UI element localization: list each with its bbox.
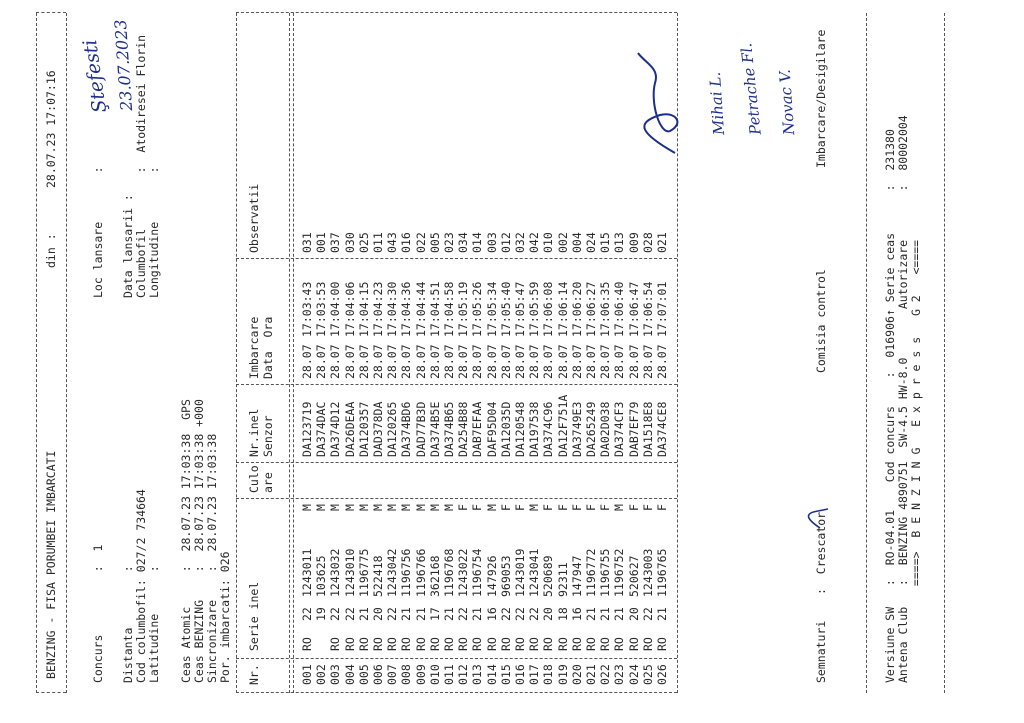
- cell-tara: RO: [413, 637, 428, 651]
- cell-an: 21: [598, 607, 613, 621]
- footer-line-3: ====> B E N Z I N G E x p r e s s G 2 <====: [909, 239, 923, 683]
- cell-inel: 1196768: [442, 548, 456, 597]
- cell-senzor: DA02D038: [598, 401, 613, 457]
- cell-senzor: DA374B5E: [427, 401, 442, 457]
- cell-data: 28.07: [569, 344, 584, 379]
- cell-an: 20: [626, 607, 641, 621]
- cell-an: 21: [356, 607, 371, 621]
- cell-sex: F: [626, 504, 641, 511]
- cell-sex: M: [442, 504, 456, 511]
- cell-sex: F: [655, 504, 669, 511]
- cell-tara: RO: [640, 637, 655, 651]
- semnaturi-label: Semnaturi: [814, 620, 828, 683]
- cell-sex: F: [513, 504, 527, 511]
- cell-obs: 034: [456, 232, 471, 253]
- cell-nr: 026: [655, 664, 669, 685]
- cell-inel: 147926: [484, 555, 499, 597]
- cell-tara: RO: [328, 637, 343, 651]
- cell-obs: 030: [342, 232, 357, 253]
- cell-sex: M: [612, 504, 627, 511]
- header-imbarcare-1: Imbarcare: [247, 316, 261, 379]
- ceas-benzing-line: Ceas BENZING : 28.07.23 17:03:38 +000: [192, 399, 206, 683]
- cell-obs: 005: [427, 232, 442, 253]
- cell-data: 28.07: [470, 344, 485, 379]
- cell-data: 28.07: [342, 344, 357, 379]
- cell-data: 28.07: [300, 344, 314, 379]
- cell-ora: 17:04:51: [427, 281, 442, 337]
- cell-an: 22: [513, 607, 527, 621]
- cell-nr: 007: [385, 664, 400, 685]
- cell-obs: 003: [484, 232, 499, 253]
- latitudine-line: Latitudine :: [147, 565, 161, 683]
- cell-sex: F: [541, 504, 556, 511]
- cell-an: 21: [442, 607, 456, 621]
- cell-inel: 520689: [541, 555, 556, 597]
- header-culoare-1: Culo: [247, 465, 261, 493]
- cell-inel: 1243032: [328, 548, 343, 597]
- cell-obs: 001: [314, 232, 329, 253]
- cell-tara: RO: [342, 637, 357, 651]
- loc-lansare-line: Loc lansare :: [91, 166, 105, 298]
- cell-sex: M: [484, 504, 499, 511]
- cell-ora: 17:06:47: [626, 281, 641, 337]
- cell-obs: 010: [541, 232, 556, 253]
- cell-senzor: DA265249: [584, 401, 598, 457]
- cell-sex: M: [527, 504, 542, 511]
- cell-sex: M: [427, 504, 442, 511]
- cell-an: 16: [484, 607, 499, 621]
- cell-obs: 021: [655, 232, 669, 253]
- cell-ora: 17:07:01: [655, 281, 669, 337]
- header-nrinel-1: Nr.inel: [247, 408, 261, 457]
- cell-ora: 17:05:19: [456, 281, 471, 337]
- cell-senzor: DAD378DA: [371, 401, 385, 457]
- cell-nr: 014: [484, 664, 499, 685]
- cell-an: 22: [342, 607, 357, 621]
- cell-tara: RO: [427, 637, 442, 651]
- concurs-line: Concurs : 1: [91, 544, 105, 683]
- handwritten-name-2: Petrache Fl.: [737, 42, 765, 136]
- cell-tara: RO: [399, 637, 414, 651]
- cell-senzor: DA374D12: [328, 401, 343, 457]
- cell-obs: 025: [356, 232, 371, 253]
- cell-an: 22: [385, 607, 400, 621]
- cell-tara: RO: [569, 637, 584, 651]
- cell-obs: 014: [470, 232, 485, 253]
- cell-sex: M: [300, 504, 314, 511]
- cell-senzor: DA374CE8: [655, 401, 669, 457]
- columbofil-line: Columbofil : Atodiresei Florin: [134, 34, 148, 298]
- cell-senzor: DA120357: [356, 401, 371, 457]
- sincronizare-line: Sincronizare : 28.07.23 17:03:38: [205, 433, 219, 683]
- cell-nr: 024: [626, 664, 641, 685]
- handwritten-date: 23.07.2023: [110, 18, 137, 112]
- cell-sex: M: [328, 504, 343, 511]
- cell-data: 28.07: [498, 344, 513, 379]
- cell-tara: RO: [385, 637, 400, 651]
- cell-nr: 002: [314, 664, 329, 685]
- cell-inel: 520627: [626, 555, 641, 597]
- cell-tara: RO: [655, 637, 669, 651]
- cell-obs: 043: [385, 232, 400, 253]
- cell-an: 21: [612, 607, 627, 621]
- cell-nr: 016: [513, 664, 527, 685]
- cell-data: 28.07: [626, 344, 641, 379]
- cell-ora: 17:04:06: [342, 281, 357, 337]
- date-label: din :: [44, 233, 58, 268]
- cell-data: 28.07: [442, 344, 456, 379]
- cell-obs: 024: [584, 232, 598, 253]
- cell-an: 21: [470, 607, 485, 621]
- cell-an: 21: [655, 607, 669, 621]
- cell-nr: 004: [342, 664, 357, 685]
- cell-senzor: DA12035D: [498, 401, 513, 457]
- cell-inel: 1196755: [598, 548, 613, 597]
- cell-ora: 17:05:40: [498, 281, 513, 337]
- signature-mark: [630, 43, 690, 163]
- handwritten-name-3: Novac V.: [775, 68, 799, 136]
- cell-sex: F: [498, 504, 513, 511]
- cell-data: 28.07: [399, 344, 414, 379]
- cell-nr: 003: [328, 664, 343, 685]
- cell-obs: 015: [598, 232, 613, 253]
- cell-nr: 022: [598, 664, 613, 685]
- cell-obs: 004: [569, 232, 584, 253]
- cell-nr: 020: [569, 664, 584, 685]
- cell-obs: 013: [612, 232, 627, 253]
- cell-data: 28.07: [584, 344, 598, 379]
- cell-nr: 009: [413, 664, 428, 685]
- cell-obs: 016: [399, 232, 414, 253]
- cell-inel: 1196775: [356, 548, 371, 597]
- crescator-signature: [800, 493, 830, 533]
- cell-tara: RO: [584, 637, 598, 651]
- cell-sex: F: [470, 504, 485, 511]
- cell-obs: 042: [527, 232, 542, 253]
- cell-inel: 1243041: [527, 548, 542, 597]
- cell-inel: 92311: [555, 562, 570, 597]
- cell-tara: RO: [300, 637, 314, 651]
- cell-an: 22: [527, 607, 542, 621]
- imbarcare-desigilare-label: Imbarcare/Desigilare: [814, 29, 828, 168]
- cell-ora: 17:04:36: [399, 281, 414, 337]
- cell-inel: 1196756: [399, 548, 414, 597]
- cell-data: 28.07: [371, 344, 385, 379]
- cell-data: 28.07: [527, 344, 542, 379]
- cell-sex: F: [640, 504, 655, 511]
- cell-an: 21: [399, 607, 414, 621]
- cell-tara: RO: [612, 637, 627, 651]
- cell-senzor: DA123719: [300, 401, 314, 457]
- cell-inel: 1196752: [612, 548, 627, 597]
- cell-inel: 522418: [371, 555, 385, 597]
- document-title: BENZING - FISA PORUMBEI IMBARCATI: [44, 450, 58, 679]
- cell-an: 16: [569, 607, 584, 621]
- cell-obs: 022: [413, 232, 428, 253]
- cell-ora: 17:04:58: [442, 281, 456, 337]
- cell-tara: RO: [555, 637, 570, 651]
- cell-senzor: DA197538: [527, 401, 542, 457]
- longitudine-line: Longitudine :: [147, 166, 161, 298]
- footer-line-2: Antena Club : BENZING 4890751 SW-4.5 HW-8.0 Autorizare : 80002004: [896, 115, 910, 683]
- cell-data: 28.07: [314, 344, 329, 379]
- cell-inel: 1243010: [342, 548, 357, 597]
- cell-tara: RO: [442, 637, 456, 651]
- cell-tara: RO: [498, 637, 513, 651]
- cell-ora: 17:06:14: [555, 281, 570, 337]
- cell-ora: 17:04:44: [413, 281, 428, 337]
- cell-data: 28.07: [598, 344, 613, 379]
- cell-tara: RO: [513, 637, 527, 651]
- cell-inel: 1243019: [513, 548, 527, 597]
- cell-ora: 17:06:27: [584, 281, 598, 337]
- cell-data: 28.07: [484, 344, 499, 379]
- cell-nr: 021: [584, 664, 598, 685]
- cell-senzor: DA374B65: [442, 401, 456, 457]
- cell-an: 21: [413, 607, 428, 621]
- cell-nr: 017: [527, 664, 542, 685]
- cell-data: 28.07: [456, 344, 471, 379]
- cell-ora: 17:06:54: [640, 281, 655, 337]
- cell-ora: 17:06:40: [612, 281, 627, 337]
- cell-nr: 023: [612, 664, 627, 685]
- cell-sex: M: [342, 504, 357, 511]
- porumbei-line: Por. imbarcati: 026: [218, 551, 232, 683]
- cell-nr: 011: [442, 664, 456, 685]
- cell-inel: 103625: [314, 555, 329, 597]
- header-culoare-2: are: [261, 472, 275, 493]
- cell-tara: RO: [541, 637, 556, 651]
- cell-an: 22: [498, 607, 513, 621]
- cell-an: 20: [541, 607, 556, 621]
- cell-an: 21: [584, 607, 598, 621]
- cell-nr: 005: [356, 664, 371, 685]
- cell-senzor: DAB7EF79: [626, 401, 641, 457]
- cell-sex: F: [569, 504, 584, 511]
- cell-sex: M: [399, 504, 414, 511]
- cell-obs: 012: [498, 232, 513, 253]
- cell-ora: 17:04:15: [356, 281, 371, 337]
- cell-senzor: DAD77B3D: [413, 401, 428, 457]
- cell-an: 22: [640, 607, 655, 621]
- cell-inel: 147947: [569, 555, 584, 597]
- cell-sex: M: [314, 504, 329, 511]
- cell-nr: 025: [640, 664, 655, 685]
- cell-an: 22: [300, 607, 314, 621]
- cell-an: 22: [328, 607, 343, 621]
- cell-sex: M: [413, 504, 428, 511]
- cell-data: 28.07: [427, 344, 442, 379]
- cod-columbofil-line: Cod columbofil: 027/2 734664: [134, 489, 148, 683]
- cell-sex: M: [385, 504, 400, 511]
- cell-obs: 037: [328, 232, 343, 253]
- cell-inel: 1243042: [385, 548, 400, 597]
- cell-obs: 023: [442, 232, 456, 253]
- cell-sex: F: [598, 504, 613, 511]
- cell-tara: RO: [598, 637, 613, 651]
- cell-senzor: DA1518E8: [640, 401, 655, 457]
- cell-an: 17: [427, 607, 442, 621]
- cell-sex: M: [371, 504, 385, 511]
- cell-inel: 1196766: [413, 548, 428, 597]
- header-nrinel-2: Senzor: [261, 415, 275, 457]
- cell-nr: 015: [498, 664, 513, 685]
- handwritten-loc: Ştefesti: [78, 38, 112, 115]
- cell-obs: 002: [555, 232, 570, 253]
- cell-senzor: DAF95D04: [484, 401, 499, 457]
- cell-inel: 1196772: [584, 548, 598, 597]
- cell-ora: 17:05:59: [527, 281, 542, 337]
- cell-tara: RO: [484, 637, 499, 651]
- cell-data: 28.07: [356, 344, 371, 379]
- cell-obs: 031: [300, 232, 314, 253]
- cell-senzor: DA374CF3: [612, 401, 627, 457]
- cell-tara: RO: [371, 637, 385, 651]
- cell-ora: 17:06:20: [569, 281, 584, 337]
- cell-an: 20: [371, 607, 385, 621]
- crescator-label: : Crescator: [814, 511, 828, 595]
- cell-senzor: DA3749E3: [569, 401, 584, 457]
- cell-senzor: DA120548: [513, 401, 527, 457]
- cell-data: 28.07: [413, 344, 428, 379]
- cell-data: 28.07: [328, 344, 343, 379]
- cell-data: 28.07: [655, 344, 669, 379]
- cell-tara: RO: [527, 637, 542, 651]
- cell-senzor: DA120265: [385, 401, 400, 457]
- cell-nr: 018: [541, 664, 556, 685]
- cell-data: 28.07: [385, 344, 400, 379]
- cell-data: 28.07: [513, 344, 527, 379]
- cell-obs: 032: [513, 232, 527, 253]
- cell-an: 19: [314, 607, 329, 621]
- cell-inel: 362168: [427, 555, 442, 597]
- cell-inel: 1243022: [456, 548, 471, 597]
- cell-tara: RO: [470, 637, 485, 651]
- footer-line-1: Versiune SW : RO-04.01 Cod concurs : 016906↑ Serie ceas : 231380: [883, 129, 897, 683]
- cell-sex: F: [584, 504, 598, 511]
- cell-ora: 17:03:43: [300, 281, 314, 337]
- cell-senzor: DAB7EFAA: [470, 401, 485, 457]
- cell-tara: RO: [456, 637, 471, 651]
- cell-ora: 17:04:23: [371, 281, 385, 337]
- header-nr: Nr.: [247, 664, 261, 685]
- cell-ora: 17:04:30: [385, 281, 400, 337]
- cell-obs: 011: [371, 232, 385, 253]
- cell-senzor: DA374BD6: [399, 401, 414, 457]
- cell-sex: M: [356, 504, 371, 511]
- distanta-line: Distanta :: [121, 565, 135, 683]
- header-observatii: Observatii: [247, 183, 261, 253]
- cell-inel: 1243003: [640, 548, 655, 597]
- header-imbarcare-2: Data Ora: [261, 316, 275, 379]
- cell-nr: 001: [300, 664, 314, 685]
- cell-nr: 019: [555, 664, 570, 685]
- date-value: 28.07.23 17:07:16: [44, 70, 58, 188]
- cell-ora: 17:05:47: [513, 281, 527, 337]
- ceas-atomic-line: Ceas Atomic : 28.07.23 17:03:38 GPS: [179, 399, 193, 683]
- cell-senzor: DA374DAC: [314, 401, 329, 457]
- cell-ora: 17:04:00: [328, 281, 343, 337]
- cell-inel: 1196765: [655, 548, 669, 597]
- cell-obs: 028: [640, 232, 655, 253]
- cell-data: 28.07: [612, 344, 627, 379]
- cell-nr: 008: [399, 664, 414, 685]
- cell-inel: 969053: [498, 555, 513, 597]
- cell-nr: 010: [427, 664, 442, 685]
- cell-senzor: DA12F751A: [555, 394, 570, 457]
- cell-sex: F: [555, 504, 570, 511]
- cell-data: 28.07: [541, 344, 556, 379]
- cell-ora: 17:06:35: [598, 281, 613, 337]
- cell-sex: F: [456, 504, 471, 511]
- cell-ora: 17:03:53: [314, 281, 329, 337]
- cell-nr: 006: [371, 664, 385, 685]
- cell-ora: 17:05:26: [470, 281, 485, 337]
- cell-tara: RO: [626, 637, 641, 651]
- cell-inel: 1243011: [300, 548, 314, 597]
- cell-senzor: DA374C96: [541, 401, 556, 457]
- cell-tara: RO: [356, 637, 371, 651]
- cell-ora: 17:05:34: [484, 281, 499, 337]
- cell-data: 28.07: [640, 344, 655, 379]
- cell-ora: 17:06:08: [541, 281, 556, 337]
- header-serie: Serie inel: [247, 581, 261, 651]
- cell-data: 28.07: [555, 344, 570, 379]
- cell-nr: 013: [470, 664, 485, 685]
- cell-obs: 009: [626, 232, 641, 253]
- cell-senzor: DA26DEAA: [342, 401, 357, 457]
- handwritten-name-1: Mihai L.: [705, 71, 729, 136]
- data-lansarii-line: Data lansarii :: [121, 194, 135, 298]
- cell-senzor: DA254B88: [456, 401, 471, 457]
- cell-inel: 1196754: [470, 548, 485, 597]
- cell-an: 22: [456, 607, 471, 621]
- cell-nr: 012: [456, 664, 471, 685]
- cell-an: 18: [555, 607, 570, 621]
- comisia-label: Comisia control: [814, 269, 828, 373]
